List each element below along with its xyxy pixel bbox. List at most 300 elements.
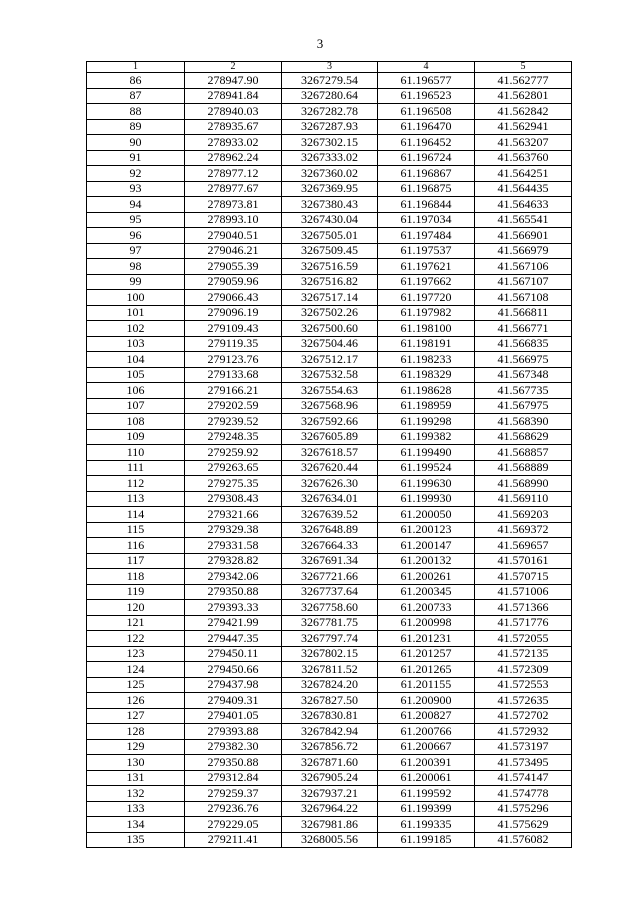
longitude-cell: 41.574147 <box>475 770 572 786</box>
x-coordinate-cell: 279328.82 <box>185 553 282 569</box>
point-number-cell: 128 <box>87 724 185 740</box>
x-coordinate-cell: 278947.90 <box>185 73 282 89</box>
longitude-cell: 41.572932 <box>475 724 572 740</box>
longitude-cell: 41.572702 <box>475 708 572 724</box>
latitude-cell: 61.199185 <box>378 832 475 848</box>
longitude-cell: 41.568390 <box>475 414 572 430</box>
latitude-cell: 61.198100 <box>378 321 475 337</box>
x-coordinate-cell: 279437.98 <box>185 677 282 693</box>
point-number-cell: 98 <box>87 259 185 275</box>
y-coordinate-cell: 3267691.34 <box>282 553 378 569</box>
point-number-cell: 114 <box>87 507 185 523</box>
y-coordinate-cell: 3267618.57 <box>282 445 378 461</box>
point-number-cell: 87 <box>87 88 185 104</box>
table-row <box>87 507 572 523</box>
x-coordinate-cell: 279040.51 <box>185 228 282 244</box>
latitude-cell: 61.196452 <box>378 135 475 151</box>
x-coordinate-cell: 279202.59 <box>185 398 282 414</box>
point-number-cell: 133 <box>87 801 185 817</box>
point-number-cell: 102 <box>87 321 185 337</box>
x-coordinate-cell: 278973.81 <box>185 197 282 213</box>
longitude-cell: 41.570161 <box>475 553 572 569</box>
table-row <box>87 243 572 259</box>
longitude-cell: 41.569657 <box>475 538 572 554</box>
y-coordinate-cell: 3267369.95 <box>282 181 378 197</box>
x-coordinate-cell: 279046.21 <box>185 243 282 259</box>
y-coordinate-cell: 3267626.30 <box>282 476 378 492</box>
latitude-cell: 61.200261 <box>378 569 475 585</box>
point-number-cell: 101 <box>87 305 185 321</box>
point-number-cell: 90 <box>87 135 185 151</box>
longitude-cell: 41.568990 <box>475 476 572 492</box>
point-number-cell: 92 <box>87 166 185 182</box>
y-coordinate-cell: 3267737.64 <box>282 584 378 600</box>
latitude-cell: 61.200132 <box>378 553 475 569</box>
y-coordinate-cell: 3267505.01 <box>282 228 378 244</box>
table-row <box>87 321 572 337</box>
table-row <box>87 708 572 724</box>
y-coordinate-cell: 3267280.64 <box>282 88 378 104</box>
point-number-cell: 103 <box>87 336 185 352</box>
x-coordinate-cell: 279450.66 <box>185 662 282 678</box>
y-coordinate-cell: 3267568.96 <box>282 398 378 414</box>
latitude-cell: 61.199335 <box>378 817 475 833</box>
table-row <box>87 476 572 492</box>
longitude-cell: 41.571776 <box>475 615 572 631</box>
y-coordinate-cell: 3267871.60 <box>282 755 378 771</box>
y-coordinate-cell: 3267605.89 <box>282 429 378 445</box>
longitude-cell: 41.566901 <box>475 228 572 244</box>
y-coordinate-cell: 3267516.59 <box>282 259 378 275</box>
longitude-cell: 41.566771 <box>475 321 572 337</box>
y-coordinate-cell: 3267430.04 <box>282 212 378 228</box>
latitude-cell: 61.197662 <box>378 274 475 290</box>
y-coordinate-cell: 3267500.60 <box>282 321 378 337</box>
longitude-cell: 41.566979 <box>475 243 572 259</box>
point-number-cell: 96 <box>87 228 185 244</box>
longitude-cell: 41.565541 <box>475 212 572 228</box>
table-row <box>87 662 572 678</box>
point-number-cell: 124 <box>87 662 185 678</box>
point-number-cell: 126 <box>87 693 185 709</box>
y-coordinate-cell: 3267856.72 <box>282 739 378 755</box>
x-coordinate-cell: 278977.12 <box>185 166 282 182</box>
x-coordinate-cell: 279450.11 <box>185 646 282 662</box>
x-coordinate-cell: 279059.96 <box>185 274 282 290</box>
point-number-cell: 91 <box>87 150 185 166</box>
longitude-cell: 41.573197 <box>475 739 572 755</box>
x-coordinate-cell: 279393.33 <box>185 600 282 616</box>
point-number-cell: 97 <box>87 243 185 259</box>
longitude-cell: 41.573495 <box>475 755 572 771</box>
table-header-row <box>87 62 572 73</box>
point-number-cell: 130 <box>87 755 185 771</box>
longitude-cell: 41.567975 <box>475 398 572 414</box>
point-number-cell: 88 <box>87 104 185 120</box>
point-number-cell: 131 <box>87 770 185 786</box>
y-coordinate-cell: 3267905.24 <box>282 770 378 786</box>
latitude-cell: 61.200391 <box>378 755 475 771</box>
y-coordinate-cell: 3267648.89 <box>282 522 378 538</box>
point-number-cell: 121 <box>87 615 185 631</box>
point-number-cell: 109 <box>87 429 185 445</box>
latitude-cell: 61.199490 <box>378 445 475 461</box>
point-number-cell: 135 <box>87 832 185 848</box>
y-coordinate-cell: 3267781.75 <box>282 615 378 631</box>
longitude-cell: 41.563760 <box>475 150 572 166</box>
table-row <box>87 522 572 538</box>
x-coordinate-cell: 278977.67 <box>185 181 282 197</box>
point-number-cell: 115 <box>87 522 185 538</box>
column-header-5: 5 <box>475 62 572 73</box>
point-number-cell: 86 <box>87 73 185 89</box>
latitude-cell: 61.196875 <box>378 181 475 197</box>
table-row <box>87 739 572 755</box>
page-number: 3 <box>316 36 324 51</box>
latitude-cell: 61.196508 <box>378 104 475 120</box>
longitude-cell: 41.562777 <box>475 73 572 89</box>
table-row <box>87 414 572 430</box>
table-row <box>87 336 572 352</box>
latitude-cell: 61.199382 <box>378 429 475 445</box>
x-coordinate-cell: 279447.35 <box>185 631 282 647</box>
latitude-cell: 61.199930 <box>378 491 475 507</box>
longitude-cell: 41.562842 <box>475 104 572 120</box>
table-row <box>87 88 572 104</box>
y-coordinate-cell: 3267360.02 <box>282 166 378 182</box>
y-coordinate-cell: 3267302.15 <box>282 135 378 151</box>
longitude-cell: 41.568889 <box>475 460 572 476</box>
y-coordinate-cell: 3267827.50 <box>282 693 378 709</box>
latitude-cell: 61.196724 <box>378 150 475 166</box>
y-coordinate-cell: 3267634.01 <box>282 491 378 507</box>
table-row <box>87 491 572 507</box>
longitude-cell: 41.571366 <box>475 600 572 616</box>
longitude-cell: 41.567108 <box>475 290 572 306</box>
longitude-cell: 41.576082 <box>475 832 572 848</box>
x-coordinate-cell: 279119.35 <box>185 336 282 352</box>
point-number-cell: 94 <box>87 197 185 213</box>
longitude-cell: 41.562941 <box>475 119 572 135</box>
y-coordinate-cell: 3267504.46 <box>282 336 378 352</box>
point-number-cell: 110 <box>87 445 185 461</box>
y-coordinate-cell: 3267333.02 <box>282 150 378 166</box>
latitude-cell: 61.199399 <box>378 801 475 817</box>
x-coordinate-cell: 279055.39 <box>185 259 282 275</box>
longitude-cell: 41.572553 <box>475 677 572 693</box>
longitude-cell: 41.567348 <box>475 367 572 383</box>
x-coordinate-cell: 279229.05 <box>185 817 282 833</box>
table-row <box>87 631 572 647</box>
point-number-cell: 99 <box>87 274 185 290</box>
longitude-cell: 41.564633 <box>475 197 572 213</box>
latitude-cell: 61.196470 <box>378 119 475 135</box>
latitude-cell: 61.198628 <box>378 383 475 399</box>
longitude-cell: 41.569110 <box>475 491 572 507</box>
x-coordinate-cell: 279109.43 <box>185 321 282 337</box>
y-coordinate-cell: 3267516.82 <box>282 274 378 290</box>
y-coordinate-cell: 3267797.74 <box>282 631 378 647</box>
column-header-3: 3 <box>282 62 378 73</box>
x-coordinate-cell: 279275.35 <box>185 476 282 492</box>
point-number-cell: 100 <box>87 290 185 306</box>
table-row <box>87 755 572 771</box>
y-coordinate-cell: 3267758.60 <box>282 600 378 616</box>
longitude-cell: 41.566835 <box>475 336 572 352</box>
longitude-cell: 41.575296 <box>475 801 572 817</box>
y-coordinate-cell: 3267842.94 <box>282 724 378 740</box>
latitude-cell: 61.199592 <box>378 786 475 802</box>
longitude-cell: 41.566975 <box>475 352 572 368</box>
table-row <box>87 181 572 197</box>
x-coordinate-cell: 279133.68 <box>185 367 282 383</box>
table-row <box>87 367 572 383</box>
x-coordinate-cell: 279263.65 <box>185 460 282 476</box>
latitude-cell: 61.199630 <box>378 476 475 492</box>
point-number-cell: 129 <box>87 739 185 755</box>
longitude-cell: 41.567107 <box>475 274 572 290</box>
x-coordinate-cell: 278940.03 <box>185 104 282 120</box>
x-coordinate-cell: 279401.05 <box>185 708 282 724</box>
x-coordinate-cell: 279421.99 <box>185 615 282 631</box>
latitude-cell: 61.197537 <box>378 243 475 259</box>
y-coordinate-cell: 3267509.45 <box>282 243 378 259</box>
point-number-cell: 108 <box>87 414 185 430</box>
x-coordinate-cell: 278962.24 <box>185 150 282 166</box>
latitude-cell: 61.200147 <box>378 538 475 554</box>
table-row <box>87 352 572 368</box>
latitude-cell: 61.201265 <box>378 662 475 678</box>
latitude-cell: 61.200667 <box>378 739 475 755</box>
x-coordinate-cell: 279382.30 <box>185 739 282 755</box>
table-row <box>87 817 572 833</box>
y-coordinate-cell: 3267532.58 <box>282 367 378 383</box>
table-row <box>87 724 572 740</box>
latitude-cell: 61.196844 <box>378 197 475 213</box>
table-row <box>87 429 572 445</box>
latitude-cell: 61.200900 <box>378 693 475 709</box>
y-coordinate-cell: 3267981.86 <box>282 817 378 833</box>
latitude-cell: 61.200345 <box>378 584 475 600</box>
y-coordinate-cell: 3267811.52 <box>282 662 378 678</box>
y-coordinate-cell: 3267721.66 <box>282 569 378 585</box>
longitude-cell: 41.569372 <box>475 522 572 538</box>
x-coordinate-cell: 279236.76 <box>185 801 282 817</box>
point-number-cell: 113 <box>87 491 185 507</box>
longitude-cell: 41.566811 <box>475 305 572 321</box>
x-coordinate-cell: 278941.84 <box>185 88 282 104</box>
table-row <box>87 615 572 631</box>
y-coordinate-cell: 3267964.22 <box>282 801 378 817</box>
latitude-cell: 61.198191 <box>378 336 475 352</box>
point-number-cell: 120 <box>87 600 185 616</box>
table-row <box>87 553 572 569</box>
longitude-cell: 41.568857 <box>475 445 572 461</box>
table-row <box>87 460 572 476</box>
table-row <box>87 166 572 182</box>
latitude-cell: 61.197982 <box>378 305 475 321</box>
point-number-cell: 122 <box>87 631 185 647</box>
table-row <box>87 383 572 399</box>
point-number-cell: 106 <box>87 383 185 399</box>
latitude-cell: 61.198959 <box>378 398 475 414</box>
x-coordinate-cell: 279312.84 <box>185 770 282 786</box>
latitude-cell: 61.200827 <box>378 708 475 724</box>
point-number-cell: 112 <box>87 476 185 492</box>
table-row <box>87 677 572 693</box>
table-row <box>87 104 572 120</box>
coordinates-table <box>86 61 572 848</box>
point-number-cell: 105 <box>87 367 185 383</box>
y-coordinate-cell: 3267502.26 <box>282 305 378 321</box>
y-coordinate-cell: 3267620.44 <box>282 460 378 476</box>
latitude-cell: 61.198329 <box>378 367 475 383</box>
latitude-cell: 61.197034 <box>378 212 475 228</box>
y-coordinate-cell: 3267937.21 <box>282 786 378 802</box>
table-row <box>87 290 572 306</box>
x-coordinate-cell: 279350.88 <box>185 755 282 771</box>
x-coordinate-cell: 279259.92 <box>185 445 282 461</box>
latitude-cell: 61.200061 <box>378 770 475 786</box>
point-number-cell: 127 <box>87 708 185 724</box>
y-coordinate-cell: 3267664.33 <box>282 538 378 554</box>
latitude-cell: 61.199524 <box>378 460 475 476</box>
x-coordinate-cell: 279329.38 <box>185 522 282 538</box>
table-row <box>87 305 572 321</box>
latitude-cell: 61.197484 <box>378 228 475 244</box>
x-coordinate-cell: 279308.43 <box>185 491 282 507</box>
table-row <box>87 197 572 213</box>
table-row <box>87 693 572 709</box>
point-number-cell: 116 <box>87 538 185 554</box>
x-coordinate-cell: 279321.66 <box>185 507 282 523</box>
table-row <box>87 274 572 290</box>
latitude-cell: 61.200998 <box>378 615 475 631</box>
y-coordinate-cell: 3267824.20 <box>282 677 378 693</box>
table-row <box>87 584 572 600</box>
x-coordinate-cell: 279350.88 <box>185 584 282 600</box>
latitude-cell: 61.196523 <box>378 88 475 104</box>
point-number-cell: 111 <box>87 460 185 476</box>
y-coordinate-cell: 3267279.54 <box>282 73 378 89</box>
longitude-cell: 41.572309 <box>475 662 572 678</box>
table-row <box>87 259 572 275</box>
longitude-cell: 41.564251 <box>475 166 572 182</box>
point-number-cell: 117 <box>87 553 185 569</box>
longitude-cell: 41.574778 <box>475 786 572 802</box>
longitude-cell: 41.564435 <box>475 181 572 197</box>
y-coordinate-cell: 3268005.56 <box>282 832 378 848</box>
x-coordinate-cell: 278993.10 <box>185 212 282 228</box>
y-coordinate-cell: 3267592.66 <box>282 414 378 430</box>
x-coordinate-cell: 278933.02 <box>185 135 282 151</box>
latitude-cell: 61.197720 <box>378 290 475 306</box>
table-row <box>87 73 572 89</box>
longitude-cell: 41.570715 <box>475 569 572 585</box>
x-coordinate-cell: 279331.58 <box>185 538 282 554</box>
point-number-cell: 134 <box>87 817 185 833</box>
table-row <box>87 832 572 848</box>
longitude-cell: 41.562801 <box>475 88 572 104</box>
column-header-4: 4 <box>378 62 475 73</box>
x-coordinate-cell: 279166.21 <box>185 383 282 399</box>
table-row <box>87 212 572 228</box>
point-number-cell: 93 <box>87 181 185 197</box>
longitude-cell: 41.567106 <box>475 259 572 275</box>
x-coordinate-cell: 279096.19 <box>185 305 282 321</box>
latitude-cell: 61.200050 <box>378 507 475 523</box>
y-coordinate-cell: 3267512.17 <box>282 352 378 368</box>
table-row <box>87 801 572 817</box>
y-coordinate-cell: 3267287.93 <box>282 119 378 135</box>
longitude-cell: 41.572055 <box>475 631 572 647</box>
table-row <box>87 398 572 414</box>
x-coordinate-cell: 279211.41 <box>185 832 282 848</box>
y-coordinate-cell: 3267380.43 <box>282 197 378 213</box>
point-number-cell: 89 <box>87 119 185 135</box>
point-number-cell: 95 <box>87 212 185 228</box>
table-row <box>87 770 572 786</box>
latitude-cell: 61.201155 <box>378 677 475 693</box>
table-body <box>87 73 572 848</box>
latitude-cell: 61.197621 <box>378 259 475 275</box>
y-coordinate-cell: 3267830.81 <box>282 708 378 724</box>
latitude-cell: 61.199298 <box>378 414 475 430</box>
longitude-cell: 41.568629 <box>475 429 572 445</box>
table-row <box>87 150 572 166</box>
x-coordinate-cell: 278935.67 <box>185 119 282 135</box>
y-coordinate-cell: 3267282.78 <box>282 104 378 120</box>
longitude-cell: 41.569203 <box>475 507 572 523</box>
point-number-cell: 107 <box>87 398 185 414</box>
point-number-cell: 118 <box>87 569 185 585</box>
table-row <box>87 600 572 616</box>
latitude-cell: 61.201231 <box>378 631 475 647</box>
table-row <box>87 228 572 244</box>
longitude-cell: 41.567735 <box>475 383 572 399</box>
y-coordinate-cell: 3267639.52 <box>282 507 378 523</box>
point-number-cell: 123 <box>87 646 185 662</box>
latitude-cell: 61.200123 <box>378 522 475 538</box>
table-row <box>87 119 572 135</box>
longitude-cell: 41.572135 <box>475 646 572 662</box>
y-coordinate-cell: 3267802.15 <box>282 646 378 662</box>
table-row <box>87 646 572 662</box>
table-row <box>87 786 572 802</box>
latitude-cell: 61.196577 <box>378 73 475 89</box>
latitude-cell: 61.196867 <box>378 166 475 182</box>
table-row <box>87 445 572 461</box>
y-coordinate-cell: 3267554.63 <box>282 383 378 399</box>
x-coordinate-cell: 279248.35 <box>185 429 282 445</box>
point-number-cell: 125 <box>87 677 185 693</box>
table-row <box>87 135 572 151</box>
latitude-cell: 61.201257 <box>378 646 475 662</box>
latitude-cell: 61.200733 <box>378 600 475 616</box>
x-coordinate-cell: 279342.06 <box>185 569 282 585</box>
column-header-1: 1 <box>87 62 185 73</box>
longitude-cell: 41.563207 <box>475 135 572 151</box>
table-row <box>87 538 572 554</box>
point-number-cell: 132 <box>87 786 185 802</box>
x-coordinate-cell: 279066.43 <box>185 290 282 306</box>
point-number-cell: 104 <box>87 352 185 368</box>
x-coordinate-cell: 279259.37 <box>185 786 282 802</box>
latitude-cell: 61.200766 <box>378 724 475 740</box>
column-header-2: 2 <box>185 62 282 73</box>
y-coordinate-cell: 3267517.14 <box>282 290 378 306</box>
longitude-cell: 41.572635 <box>475 693 572 709</box>
